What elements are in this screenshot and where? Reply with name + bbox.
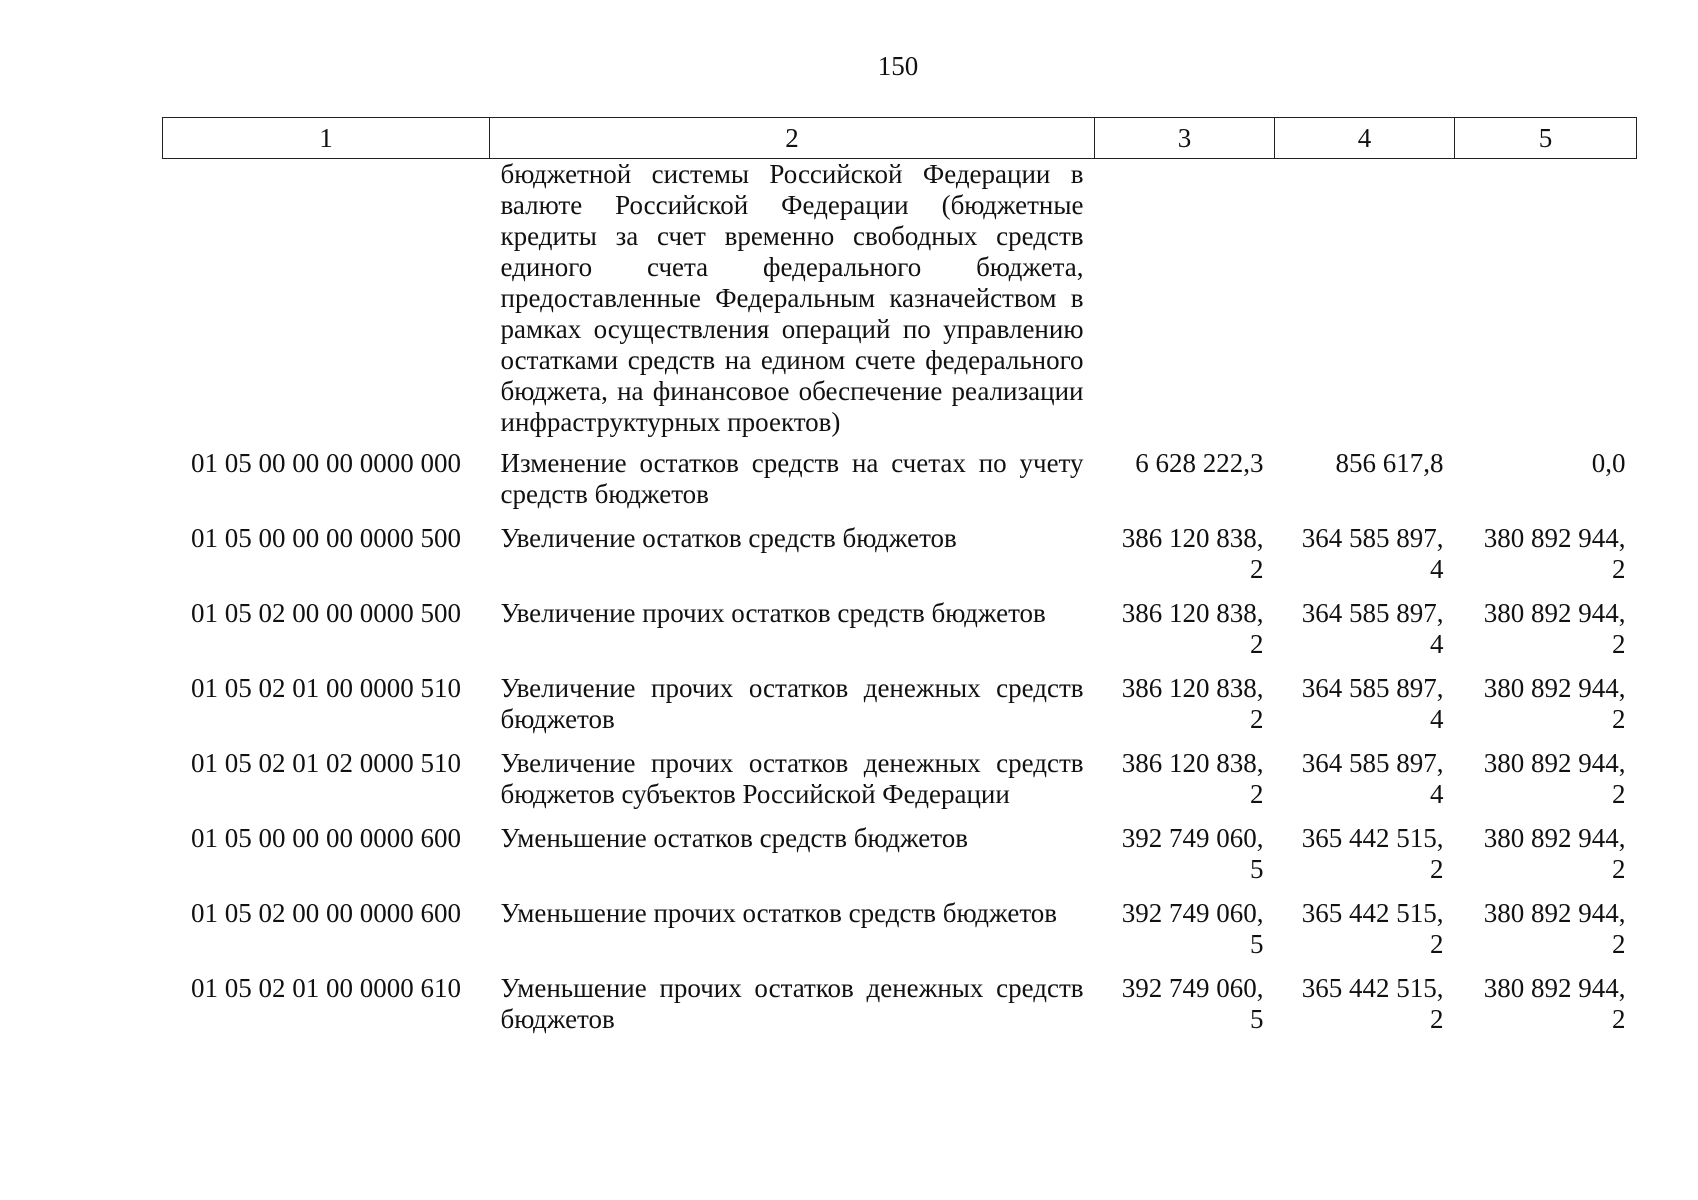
- budget-code-cell: 01 05 00 00 00 0000 000: [191, 448, 461, 478]
- amount-integer-part: 386 120 838,: [1121, 673, 1264, 703]
- amount-col3-cell: [1095, 748, 1275, 823]
- amount-col3-cell: [1095, 823, 1275, 898]
- amount-col4-cell: [1275, 159, 1455, 449]
- amount-integer-part: 380 892 944,: [1483, 898, 1626, 928]
- description-cell: Увеличение остатков средств бюджетов: [500, 523, 957, 553]
- amount-decimal-part: 2: [1250, 554, 1264, 584]
- column-header-1: 1: [163, 118, 490, 159]
- table-row: [163, 159, 1637, 449]
- amount-col3-cell: [1095, 973, 1275, 1048]
- amount-decimal-part: 2: [1612, 554, 1626, 584]
- amount-col4-cell: [1275, 748, 1455, 823]
- amount-integer-part: 380 892 944,: [1483, 673, 1626, 703]
- amount-col4-cell: [1275, 598, 1455, 673]
- amount-integer-part: 386 120 838,: [1121, 523, 1264, 553]
- amount-integer-part: 392 749 060,: [1121, 898, 1264, 928]
- column-header-3: 3: [1095, 118, 1275, 159]
- table-header-row: [163, 118, 1637, 159]
- amount-integer-part: 380 892 944,: [1483, 748, 1626, 778]
- budget-code-cell: 01 05 02 01 02 0000 510: [191, 748, 461, 778]
- budget-code-cell: 01 05 02 01 00 0000 510: [191, 673, 461, 703]
- amount-decimal-part: 2: [1250, 629, 1264, 659]
- amount-col5-cell: [1455, 973, 1637, 1048]
- amount-col4-cell: [1275, 673, 1455, 748]
- amount-col5-cell: [1455, 448, 1637, 523]
- amount-integer-part: 365 442 515,: [1301, 823, 1444, 853]
- amount-decimal-part: 2: [1250, 779, 1264, 809]
- amount-col4-cell: [1275, 523, 1455, 598]
- page-number: 150: [877, 51, 919, 81]
- amount-integer-part: 386 120 838,: [1121, 598, 1264, 628]
- amount-col4-cell: [1275, 448, 1455, 523]
- table-row: [163, 448, 1637, 523]
- amount-col3-cell: [1095, 159, 1275, 449]
- amount-col3-cell: [1095, 673, 1275, 748]
- amount-col3-cell: [1095, 898, 1275, 973]
- amount-decimal-part: 2: [1612, 704, 1626, 734]
- amount-integer-part: 364 585 897,: [1301, 673, 1444, 703]
- column-header-4: 4: [1275, 118, 1455, 159]
- amount-col5-cell: [1455, 823, 1637, 898]
- table-row: [163, 748, 1637, 823]
- amount-integer-part: 0,0: [1591, 448, 1626, 478]
- amount-integer-part: 392 749 060,: [1121, 823, 1264, 853]
- amount-col4-cell: [1275, 973, 1455, 1048]
- amount-integer-part: 364 585 897,: [1301, 523, 1444, 553]
- amount-decimal-part: 5: [1250, 929, 1264, 959]
- amount-col5-cell: [1455, 898, 1637, 973]
- amount-col3-cell: [1095, 448, 1275, 523]
- description-cell: Увеличение прочих остатков денежных средств бюджетов: [500, 673, 1084, 734]
- description-cell: Уменьшение прочих остатков средств бюджетов: [500, 898, 1058, 928]
- amount-decimal-part: 2: [1250, 704, 1264, 734]
- amount-col3-cell: [1095, 523, 1275, 598]
- description-cell: бюджетной системы Российской Федерации в валюте Российской Федерации (бюджетные кредиты за счет временно свободных средств единого счета федерального бюджета, предоставленные Федеральным казначейством в рамках осуществления операций по управлению остатками средств на едином счете федерального бюджета, на финансовое обеспечение реализации инфраструктурных проектов): [500, 159, 1084, 437]
- amount-decimal-part: 2: [1430, 929, 1444, 959]
- amount-col5-cell: [1455, 748, 1637, 823]
- amount-integer-part: 6 628 222,3: [1135, 448, 1264, 478]
- amount-integer-part: 856 617,8: [1335, 448, 1444, 478]
- table-row: [163, 673, 1637, 748]
- description-cell: Уменьшение прочих остатков денежных средств бюджетов: [500, 973, 1084, 1034]
- amount-integer-part: 392 749 060,: [1121, 973, 1264, 1003]
- amount-integer-part: 364 585 897,: [1301, 598, 1444, 628]
- amount-col4-cell: [1275, 898, 1455, 973]
- amount-decimal-part: 4: [1430, 629, 1444, 659]
- amount-integer-part: 380 892 944,: [1483, 973, 1626, 1003]
- amount-decimal-part: 2: [1612, 929, 1626, 959]
- amount-col5-cell: [1455, 159, 1637, 449]
- amount-integer-part: 365 442 515,: [1301, 973, 1444, 1003]
- amount-decimal-part: 2: [1612, 779, 1626, 809]
- description-cell: Увеличение прочих остатков денежных средств бюджетов субъектов Российской Федерации: [500, 748, 1084, 809]
- budget-code-cell: 01 05 02 00 00 0000 600: [191, 898, 461, 928]
- amount-integer-part: 386 120 838,: [1121, 748, 1264, 778]
- amount-integer-part: 380 892 944,: [1483, 523, 1626, 553]
- budget-code-cell: 01 05 00 00 00 0000 500: [191, 523, 461, 553]
- budget-code-cell: [163, 159, 490, 449]
- amount-integer-part: 380 892 944,: [1483, 823, 1626, 853]
- amount-decimal-part: 2: [1612, 1004, 1626, 1034]
- amount-decimal-part: 5: [1250, 854, 1264, 884]
- amount-decimal-part: 4: [1430, 779, 1444, 809]
- table-row: [163, 598, 1637, 673]
- amount-decimal-part: 4: [1430, 704, 1444, 734]
- amount-decimal-part: 4: [1430, 554, 1444, 584]
- amount-decimal-part: 2: [1612, 854, 1626, 884]
- amount-integer-part: 364 585 897,: [1301, 748, 1444, 778]
- amount-integer-part: 380 892 944,: [1483, 598, 1626, 628]
- table-row: [163, 523, 1637, 598]
- amount-decimal-part: 2: [1430, 1004, 1444, 1034]
- column-header-2: 2: [490, 118, 1095, 159]
- budget-code-cell: 01 05 02 00 00 0000 500: [191, 598, 461, 628]
- column-header-5: 5: [1455, 118, 1637, 159]
- table-row: [163, 823, 1637, 898]
- description-cell: Уменьшение остатков средств бюджетов: [500, 823, 968, 853]
- budget-code-cell: 01 05 02 01 00 0000 610: [191, 973, 461, 1003]
- amount-decimal-part: 5: [1250, 1004, 1264, 1034]
- budget-sources-table: [162, 117, 1637, 1048]
- table-row: [163, 898, 1637, 973]
- amount-col5-cell: [1455, 598, 1637, 673]
- amount-decimal-part: 2: [1430, 854, 1444, 884]
- amount-integer-part: 365 442 515,: [1301, 898, 1444, 928]
- budget-code-cell: 01 05 00 00 00 0000 600: [191, 823, 461, 853]
- amount-col5-cell: [1455, 523, 1637, 598]
- amount-col5-cell: [1455, 673, 1637, 748]
- table-row: [163, 973, 1637, 1048]
- amount-col3-cell: [1095, 598, 1275, 673]
- description-cell: Изменение остатков средств на счетах по учету средств бюджетов: [500, 448, 1084, 509]
- description-cell: Увеличение прочих остатков средств бюджетов: [500, 598, 1046, 628]
- amount-col4-cell: [1275, 823, 1455, 898]
- amount-decimal-part: 2: [1612, 629, 1626, 659]
